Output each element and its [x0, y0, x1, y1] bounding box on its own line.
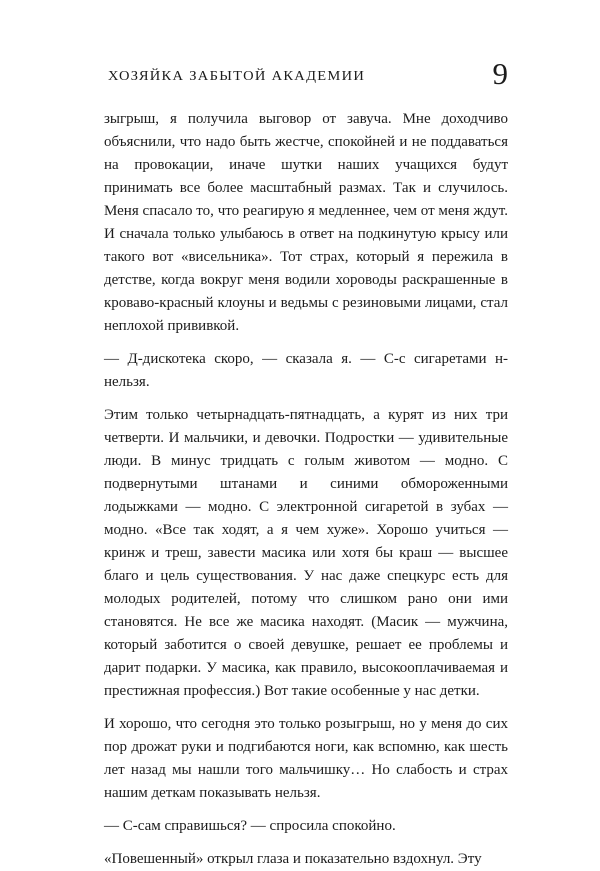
paragraph-5: — С-сам справишься? — спросила спокойно.: [104, 818, 396, 834]
page-number: 9: [492, 56, 508, 91]
body-text: [104, 108, 508, 871]
paragraph-2: — Д-дискотека скоро, — сказала я. — С-с сигаретами н-нельзя.: [104, 351, 508, 390]
paragraph-6: «Повешенный» открыл глаза и показательно вздохнул. Эту: [104, 851, 482, 867]
paragraph-3: Этим только четырнадцать-пятнадцать, а курят из них три четверти. И мальчики, и девочки. Подростки — удивительные люди. В минус тридцать с голым животом — модно. С подвернутыми штанами и синими обмороженными лодыжками — модно. С электронной сигаретой в зубах — модно. «Все так ходят, а я чем хуже». Хорошо учиться — кринж и треш, завести масика или хотя бы краш — высшее благо и цель существования. У нас даже спецкурс есть для молодых родителей, потому что слишком рано они ими становятся. Не все же масика находят. (Масик — мужчина, который заботится о своей девушке, решает ее проблемы и дарит подарки. У масика, как правило, высокооплачиваемая и престижная профессия.) Вот такие особенные у нас детки.: [104, 407, 508, 699]
paragraph-4: И хорошо, что сегодня это только розыгрыш, но у меня до сих пор дрожат руки и подгибаются ноги, как вспомню, как шесть лет назад мы нашли того мальчишку… Но слабость и страх нашим деткам показывать нельзя.: [104, 716, 508, 801]
paragraph-1: зыгрыш, я получила выговор от завуча. Мне доходчиво объяснили, что надо быть жестче, спокойней и не поддаваться на провокации, иначе шутки наших учащихся будут принимать все более масштабный размах. Так и случилось. Меня спасало то, что реагирую я медленнее, чем от меня ждут. И сначала только улыбаюсь в ответ на подкинутую крысу или такого вот «висельника». Тот страх, который я пережила в детстве, когда вокруг меня водили хороводы раскрашенные в кроваво-красный клоуны и ведьмы с резиновыми лицами, стал неплохой прививкой.: [104, 111, 508, 334]
running-title: ХОЗЯЙКА ЗАБЫТОЙ АКАДЕМИИ: [108, 69, 366, 84]
page-header: [108, 56, 508, 92]
